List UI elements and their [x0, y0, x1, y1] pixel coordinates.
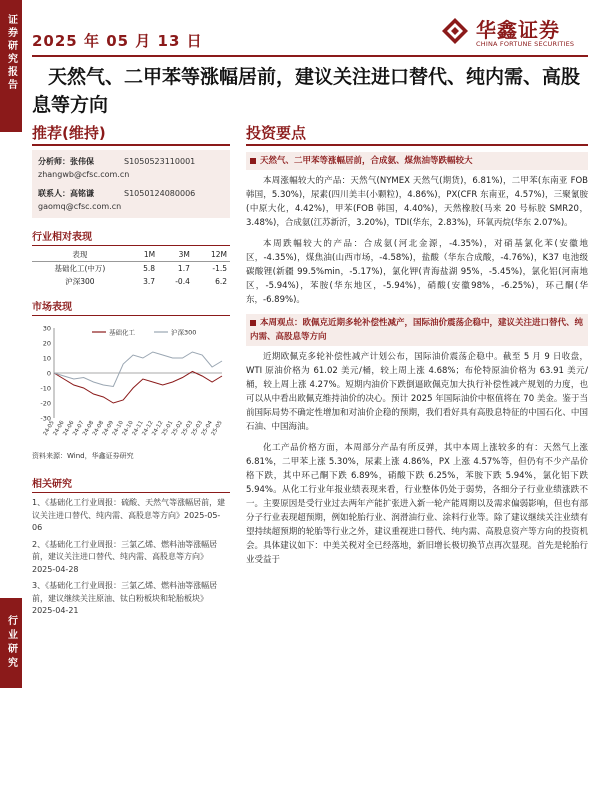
- performance-table: [32, 248, 230, 288]
- paragraph: 近期欧佩克多轮补偿性减产计划公布，国际油价震荡企稳中。截至 5 月 9 日收盘，WTI 原油价格为 61.02 美元/桶，较上周上涨 4.68%；布伦特原油价格为 63.91 美元/桶，较上周上涨 4.27%。短期内油价下跌倒逼欧佩克加大执行补偿性减产规划的力度，也可以从中看出欧佩克维持油价的决心。预计 2025 年国际油价中枢值将在 70 美金。鉴于当前国际局势不确定性增加和对油价企稳的预期，我们看好具有高股息特征的中国石化、中国石油、中国海油。: [246, 352, 588, 432]
- x-tick-label: 24-08: [91, 420, 106, 437]
- analyst-email[interactable]: zhangwb@cfsc.com.cn: [38, 170, 130, 179]
- series-line-chem: [54, 372, 222, 404]
- y-tick-label: -20: [40, 399, 51, 408]
- x-tick-label: 24-06: [62, 420, 76, 437]
- y-tick-label: 30: [42, 324, 51, 333]
- section-heading-text: 本周观点：欧佩克近期多轮补偿性减产，国际油价震荡企稳中，建议关注进口替代、纯内需、高股息等方向: [250, 318, 584, 342]
- left-column: [32, 150, 230, 618]
- report-date: 2025 年 05 月 13 日: [32, 32, 203, 50]
- table-row: [32, 262, 230, 276]
- table-cell: 1.7: [177, 264, 190, 273]
- related-item[interactable]: 2、《基础化工行业周报：三氯乙烯、燃料油等涨幅居前，建议关注进口替代、纯内需、高股息等方向》2025-04-28: [32, 539, 218, 574]
- paragraph: 化工产品价格方面，本周部分产品有所反弹，其中本周上涨较多的有：天然气上涨 6.81%，二甲苯上涨 5.30%，尿素上涨 4.86%，PX 上涨 4.57%等，但仍有不少产品价格下跌，其中环己酮下跌 6.89%，硝酸下跌 6.25%，苯胺下跌 5.94%，氯化铝下跌 5.94%。从化工行业年报业绩表现来看，行业整体仍处于弱势，各细分子行业业绩涨跌不一。主要原因是受行业过去两年产能扩张进入新一轮产能周期以及需求偏弱影响，但也有部分子行业表现超预期，例如轮胎行业、润滑油行业、涂料行业等。除了建议继续关注业绩有望持续超预期的轮胎等行业之外，建议重视进口替代、纯内需、高股息资产等方向的投资机会。具体建议如下：中美关税对全已经落地，新旧增长极切换节点再次显现。首先是轮胎行业受益于: [246, 443, 588, 565]
- contact-name: 联系人：高铭谦: [38, 189, 94, 198]
- header-divider: [32, 55, 588, 57]
- related-research: [32, 475, 230, 618]
- table-cell: 基础化工(中万): [54, 264, 106, 273]
- table-cell: 6.2: [215, 277, 227, 286]
- y-tick-label: -10: [40, 384, 51, 393]
- x-tick-label: 25-02: [171, 420, 185, 437]
- contact-row: [38, 187, 224, 200]
- analyst-cert: S1050523110001: [124, 157, 196, 166]
- analyst-row: [38, 155, 224, 168]
- side-label-industry: 行业研究: [0, 598, 22, 688]
- logo-text-en: CHINA FORTUNE SECURITIES: [476, 40, 575, 48]
- right-divider: [246, 144, 588, 146]
- table-header-row: [32, 248, 230, 262]
- market-title: 市场表现: [32, 298, 230, 316]
- market-chart: [32, 320, 230, 450]
- chart-source: 资料来源：Wind，华鑫证券研究: [32, 452, 134, 460]
- legend-label: 沪深300: [171, 328, 197, 337]
- bullet-square-icon: [250, 320, 256, 326]
- x-tick-label: 24-10: [121, 420, 135, 437]
- contact-email[interactable]: gaomq@cfsc.com.cn: [38, 202, 122, 211]
- related-title: 相关研究: [32, 475, 230, 493]
- rating-label: 推荐(维持): [32, 124, 106, 142]
- table-cell: 沪深300: [65, 277, 95, 286]
- table-cell: 3.7: [143, 277, 156, 286]
- report-headline: 天然气、二甲苯等涨幅居前，建议关注进口替代、纯内需、高股息等方向: [32, 66, 581, 116]
- x-tick-label: 24-12: [141, 420, 155, 437]
- y-tick-label: 10: [42, 354, 51, 363]
- table-header: 12M: [210, 250, 227, 259]
- x-tick-label: 25-01: [161, 420, 175, 437]
- paragraph: 本周跌幅较大的产品：合成氨(河北金源，-4.35%)，对硝基氯化苯(安徽地区，-4.35%)，煤焦油(山西市场，-4.58%)，盐酸（华东合成酸，-4.76%)，K37 电池级碳酸锂(新疆 99.5%min，-5.17%)，氯化钾(青海盐湖 95%，-5.45%)，氯化铝(河南地区，-5.94%)，苯胺(华东地区，-5.94%)，硝酸(安徽98%，-6.25%)，环己酮(华东，-6.89%)。: [246, 239, 588, 305]
- related-item[interactable]: 3、《基础化工行业周报：三氯乙烯、燃料油等涨幅居前，建议继续关注原油、钛白粉板块和轮胎板块》2025-04-21: [32, 581, 218, 615]
- key-points-title: 投资要点: [246, 124, 307, 142]
- x-tick-label: 24-12: [151, 420, 165, 437]
- x-tick-label: 24-09: [101, 420, 116, 437]
- y-tick-label: 0: [46, 369, 51, 378]
- x-tick-label: 25-05: [210, 420, 224, 437]
- logo-mark-icon: [440, 16, 470, 46]
- table-cell: -0.4: [175, 277, 190, 286]
- legend-label: 基础化工: [109, 328, 135, 337]
- table-cell: 5.8: [143, 264, 156, 273]
- section-heading: [246, 152, 588, 170]
- market-chart-svg: [32, 320, 230, 450]
- x-tick-label: 24-06: [52, 420, 66, 437]
- related-item[interactable]: 1、《基础化工行业周报：硫酸、天然气等涨幅居前，建议关注进口替代、纯内需、高股息等方向》2025-05-06: [32, 498, 226, 532]
- x-tick-label: 25-03: [190, 420, 204, 437]
- x-tick-label: 24-05: [42, 420, 56, 437]
- x-tick-label: 24-11: [131, 420, 145, 437]
- section-heading: [246, 314, 588, 346]
- section-heading-text: 天然气、二甲苯等涨幅居前，合成氨、煤焦油等跌幅较大: [260, 156, 473, 166]
- table-row: [32, 275, 230, 288]
- x-tick-label: 24-07: [72, 420, 86, 437]
- analyst-box: [32, 150, 230, 218]
- performance-title: 行业相对表现: [32, 228, 230, 246]
- company-logo: [440, 14, 590, 54]
- y-tick-label: -30: [40, 414, 51, 423]
- series-line-hs300: [54, 352, 222, 387]
- analyst-name: 分析师：张伟保: [38, 157, 94, 166]
- x-tick-label: 24-10: [111, 420, 125, 437]
- key-points-column: [246, 152, 588, 574]
- x-tick-label: 24-08: [82, 420, 96, 437]
- contact-cert: S1050124080006: [124, 189, 196, 198]
- x-tick-label: 25-03: [180, 420, 195, 437]
- side-label-report-type: 证券研究报告: [0, 0, 22, 132]
- bullet-square-icon: [250, 158, 256, 164]
- table-header: 表现: [72, 250, 88, 259]
- paragraph: 本周涨幅较大的产品：天然气(NYMEX 天然气(期货)，6.81%)，二甲苯(东南亚 FOB 韩国，5.30%)，尿素(四川美丰(小颗粒)，4.86%)，PX(CFR 东南亚，4.57%)，三聚氰胺(中原大化，4.42%)，甲苯(FOB 韩国，4.40%)，天然橡胶(马来 20 号标胶 SMR20，3.48%)，合成氨(江苏新沂，3.20%)，TDI(华东，2.83%)，环氧丙烷(华东 2.07%)。: [246, 176, 588, 228]
- logo-text-cn: 华鑫证券: [476, 18, 560, 42]
- left-divider: [32, 144, 230, 146]
- table-header: 3M: [178, 250, 190, 259]
- table-header: 1M: [143, 250, 156, 259]
- table-cell: -1.5: [212, 264, 227, 273]
- y-tick-label: 20: [42, 339, 51, 348]
- x-tick-label: 25-04: [200, 420, 214, 437]
